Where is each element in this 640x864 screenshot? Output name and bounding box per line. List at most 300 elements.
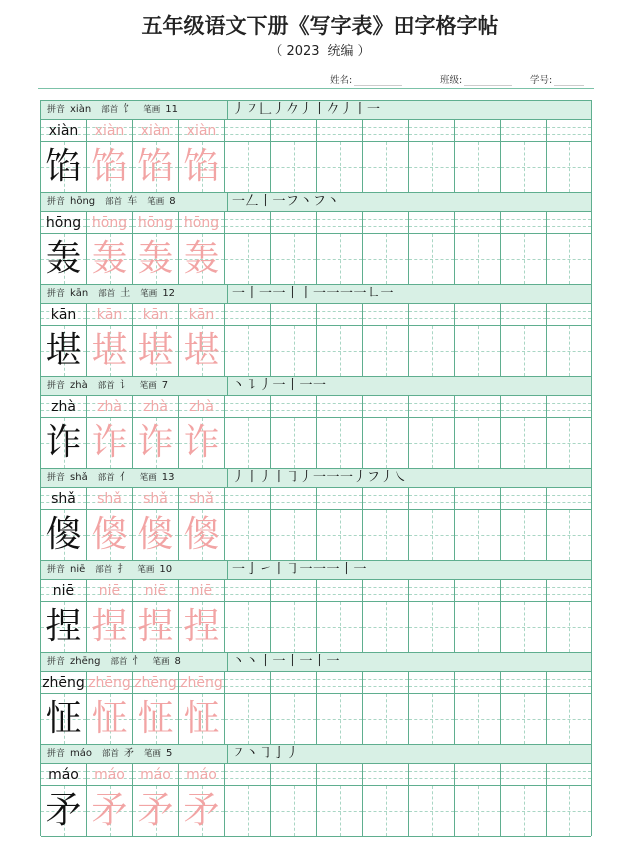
pinyin-cell [133, 304, 179, 325]
stroke-step: 𠃊 [259, 102, 273, 117]
pinyin-practice-cell[interactable] [317, 580, 363, 601]
tianzige-practice-cell[interactable] [317, 326, 363, 376]
guide-line [363, 318, 408, 319]
tianzige-practice-cell[interactable] [455, 694, 501, 744]
pinyin-practice-cell[interactable] [409, 764, 455, 785]
tianzige-practice-cell[interactable] [409, 418, 455, 468]
pinyin-practice-cell[interactable] [225, 580, 271, 601]
tianzige-practice-cell[interactable] [547, 234, 591, 284]
tianzige-practice-cell[interactable] [501, 694, 547, 744]
character-row [41, 510, 591, 560]
entry-info [41, 377, 227, 395]
pinyin-cell [87, 304, 133, 325]
tianzige-practice-cell[interactable] [455, 602, 501, 652]
tianzige-practice-cell[interactable] [455, 418, 501, 468]
guide-line [501, 587, 546, 588]
guide-line [317, 410, 362, 411]
guide-line [340, 786, 341, 836]
guide-line [524, 418, 525, 468]
radical-value: 土 [120, 288, 131, 299]
pinyin-practice-cell[interactable] [271, 396, 317, 417]
tianzige-practice-cell[interactable] [317, 786, 363, 836]
pinyin-practice-cell[interactable] [225, 764, 271, 785]
character-entry [40, 468, 592, 560]
tianzige-practice-cell[interactable] [225, 510, 271, 560]
guide-line [386, 142, 387, 192]
guide-line [271, 771, 316, 772]
tianzige-practice-cell[interactable] [317, 510, 363, 560]
tianzige-practice-cell[interactable] [225, 602, 271, 652]
tianzige-practice-cell[interactable] [317, 602, 363, 652]
pinyin-trace: zhà [143, 399, 168, 415]
guide-line [547, 410, 591, 411]
character-trace: 馅 [91, 146, 128, 187]
tianzige-practice-cell[interactable] [271, 510, 317, 560]
pinyin-trace: niē [144, 583, 167, 599]
tianzige-cell [133, 694, 179, 744]
guide-line [478, 326, 479, 376]
header-divider [38, 88, 594, 89]
pinyin-practice-cell[interactable] [363, 396, 409, 417]
tianzige-practice-cell[interactable] [225, 418, 271, 468]
pinyin-practice-cell[interactable] [271, 212, 317, 233]
guide-line [547, 134, 591, 135]
stroke-step: 一 [313, 286, 327, 301]
tianzige-practice-cell[interactable] [225, 694, 271, 744]
pinyin-value: zhà [70, 380, 88, 391]
stroke-step: 一 [326, 470, 340, 485]
pinyin-practice-cell[interactable] [271, 488, 317, 509]
tianzige-practice-cell[interactable] [501, 786, 547, 836]
pinyin-practice-cell[interactable] [409, 396, 455, 417]
guide-line [455, 219, 500, 220]
guide-line [547, 403, 591, 404]
pinyin-practice-cell[interactable] [501, 212, 547, 233]
guide-line [455, 502, 500, 503]
tianzige-practice-cell[interactable] [501, 234, 547, 284]
entry-info [41, 193, 227, 211]
tianzige-practice-cell[interactable] [363, 786, 409, 836]
guide-line [501, 311, 546, 312]
tianzige-practice-cell[interactable] [363, 142, 409, 192]
pinyin-practice-cell[interactable] [409, 304, 455, 325]
guide-line [524, 786, 525, 836]
pinyin-practice-cell[interactable] [317, 488, 363, 509]
stroke-step: 丿 [272, 102, 286, 117]
pinyin-practice-cell[interactable] [317, 304, 363, 325]
guide-line [225, 318, 270, 319]
guide-line [317, 403, 362, 404]
guide-line [317, 771, 362, 772]
pinyin-practice-cell[interactable] [317, 212, 363, 233]
radical-value: 讠 [119, 380, 130, 391]
pinyin-practice-cell[interactable] [455, 212, 501, 233]
number-field[interactable] [530, 72, 584, 86]
tianzige-practice-cell[interactable] [547, 418, 591, 468]
pinyin-practice-cell[interactable] [225, 304, 271, 325]
tianzige-cell [41, 326, 87, 376]
pinyin-practice-cell[interactable] [271, 580, 317, 601]
pinyin-practice-cell[interactable] [501, 488, 547, 509]
guide-line [363, 495, 408, 496]
tianzige-practice-cell[interactable] [455, 142, 501, 192]
pinyin-practice-cell[interactable] [363, 120, 409, 141]
guide-line [225, 311, 270, 312]
pinyin-row [41, 304, 591, 326]
character-trace: 傻 [91, 514, 128, 555]
character-trace: 轰 [91, 238, 128, 279]
tianzige-practice-cell[interactable] [271, 418, 317, 468]
tianzige-practice-cell[interactable] [409, 694, 455, 744]
class-field[interactable] [440, 72, 512, 86]
guide-line [363, 679, 408, 680]
guide-line [363, 686, 408, 687]
stroke-step: 一 [340, 286, 354, 301]
pinyin-practice-cell[interactable] [547, 764, 591, 785]
tianzige-cell [41, 510, 87, 560]
guide-line [225, 495, 270, 496]
guide-line [386, 418, 387, 468]
tianzige-cell [179, 418, 225, 468]
character-trace: 堪 [91, 330, 128, 371]
guide-line [547, 594, 591, 595]
pinyin-value: shǎ [70, 472, 88, 483]
stroke-step: ㇊ [245, 378, 259, 393]
stroke-step: 丿 [380, 470, 394, 485]
pinyin-practice-cell[interactable] [501, 580, 547, 601]
stroke-step: 丨 [245, 286, 259, 301]
strokes-label: 笔画 [139, 381, 157, 391]
pinyin-practice-cell[interactable] [455, 120, 501, 141]
tianzige-practice-cell[interactable] [455, 786, 501, 836]
pinyin-trace: kān [142, 307, 169, 323]
tianzige-practice-cell[interactable] [409, 234, 455, 284]
tianzige-practice-cell[interactable] [501, 142, 547, 192]
guide-line [271, 686, 316, 687]
radical-label: 部首 [97, 473, 115, 483]
pinyin-label: 拼音 [47, 105, 66, 115]
entry-info [41, 653, 227, 671]
pinyin-practice-cell[interactable] [225, 120, 271, 141]
stroke-step: 一 [232, 286, 246, 301]
number-blank [554, 76, 584, 86]
character-trace: 怔 [137, 698, 174, 739]
stroke-step: ㇗ [367, 286, 381, 301]
guide-line [317, 502, 362, 503]
pinyin-practice-cell[interactable] [455, 580, 501, 601]
tianzige-practice-cell[interactable] [271, 326, 317, 376]
strokes-value: 8 [169, 196, 176, 207]
guide-line [409, 219, 454, 220]
pinyin-practice-cell[interactable] [225, 212, 271, 233]
guide-line [409, 318, 454, 319]
pinyin-value: kān [70, 288, 89, 299]
guide-line [569, 786, 570, 836]
class-blank [464, 76, 512, 86]
guide-line [363, 587, 408, 588]
guide-line [317, 495, 362, 496]
pinyin-practice-cell[interactable] [317, 120, 363, 141]
tianzige-practice-cell[interactable] [501, 602, 547, 652]
pinyin-practice-cell[interactable] [409, 580, 455, 601]
page-subtitle: （ 2023 统编 ） [269, 44, 371, 59]
pinyin-practice-cell[interactable] [225, 488, 271, 509]
tianzige-practice-cell[interactable] [455, 510, 501, 560]
stroke-step: 丿 [286, 746, 300, 761]
guide-line [524, 510, 525, 560]
pinyin-cell [87, 580, 133, 601]
tianzige-practice-cell[interactable] [225, 786, 271, 836]
strokes-label: 笔画 [137, 565, 155, 575]
tianzige-cell [87, 418, 133, 468]
tianzige-practice-cell[interactable] [271, 602, 317, 652]
tianzige-cell [133, 326, 179, 376]
pinyin-cell [133, 396, 179, 417]
pinyin-trace: zhēng [88, 675, 131, 691]
tianzige-cell [179, 602, 225, 652]
pinyin-cell [133, 672, 179, 693]
entry-info [41, 469, 227, 487]
stroke-step: 丿 [340, 102, 354, 117]
tianzige-practice-cell[interactable] [317, 234, 363, 284]
guide-line [409, 587, 454, 588]
guide-line [547, 219, 591, 220]
tianzige-practice-cell[interactable] [363, 418, 409, 468]
tianzige-practice-cell[interactable] [547, 510, 591, 560]
pinyin-practice-cell[interactable] [271, 304, 317, 325]
tianzige-practice-cell[interactable] [501, 418, 547, 468]
guide-line [569, 326, 570, 376]
character-trace: 傻 [183, 514, 220, 555]
pinyin-practice-cell[interactable] [409, 212, 455, 233]
pinyin-practice-cell[interactable] [547, 580, 591, 601]
tianzige-practice-cell[interactable] [363, 326, 409, 376]
tianzige-practice-cell[interactable] [409, 142, 455, 192]
tianzige-practice-cell[interactable] [317, 142, 363, 192]
tianzige-practice-cell[interactable] [409, 510, 455, 560]
pinyin-practice-cell[interactable] [501, 120, 547, 141]
guide-line [501, 771, 546, 772]
guide-line [409, 127, 454, 128]
stroke-step: 丶 [326, 194, 340, 209]
pinyin-cell [41, 120, 87, 141]
guide-line [501, 502, 546, 503]
pinyin-cell [179, 120, 225, 141]
pinyin-practice-cell[interactable] [363, 580, 409, 601]
tianzige-practice-cell[interactable] [409, 326, 455, 376]
pinyin-practice-cell[interactable] [317, 672, 363, 693]
tianzige-cell [41, 602, 87, 652]
pinyin-practice-cell[interactable] [455, 304, 501, 325]
tianzige-cell [179, 694, 225, 744]
stroke-step: 丨 [272, 470, 286, 485]
pinyin-practice-cell[interactable] [501, 764, 547, 785]
stroke-order [227, 745, 590, 763]
stroke-step: ㇏ [394, 470, 408, 485]
tianzige-practice-cell[interactable] [547, 786, 591, 836]
guide-line [248, 326, 249, 376]
guide-line [524, 694, 525, 744]
pinyin-practice-cell[interactable] [363, 672, 409, 693]
stroke-step: 丨 [286, 654, 300, 669]
strokes-label: 笔画 [144, 749, 162, 759]
tianzige-practice-cell[interactable] [501, 326, 547, 376]
tianzige-practice-cell[interactable] [501, 510, 547, 560]
tianzige-practice-cell[interactable] [363, 510, 409, 560]
stroke-step: 丶 [232, 378, 246, 393]
tianzige-practice-cell[interactable] [455, 234, 501, 284]
tianzige-cell [41, 786, 87, 836]
pinyin-practice-cell[interactable] [363, 764, 409, 785]
tianzige-practice-cell[interactable] [547, 326, 591, 376]
tianzige-practice-cell[interactable] [225, 234, 271, 284]
pinyin-cell [87, 764, 133, 785]
tianzige-practice-cell[interactable] [271, 694, 317, 744]
tianzige-practice-cell[interactable] [271, 786, 317, 836]
pinyin-practice-cell[interactable] [547, 304, 591, 325]
tianzige-practice-cell[interactable] [271, 234, 317, 284]
guide-line [386, 510, 387, 560]
guide-line [478, 418, 479, 468]
stroke-order [227, 377, 590, 395]
tianzige-practice-cell[interactable] [409, 786, 455, 836]
pinyin-trace: máo [186, 767, 217, 783]
tianzige-practice-cell[interactable] [363, 602, 409, 652]
pinyin-label: 拼音 [47, 657, 66, 667]
guide-line [409, 679, 454, 680]
character-trace: 怔 [183, 698, 220, 739]
tianzige-practice-cell[interactable] [409, 602, 455, 652]
tianzige-practice-cell[interactable] [317, 418, 363, 468]
pinyin-cell [41, 672, 87, 693]
tianzige-practice-cell[interactable] [547, 142, 591, 192]
class-label: 班级: [440, 75, 463, 86]
pinyin-value: zhēng [70, 656, 101, 667]
stroke-step: 一 [326, 286, 340, 301]
guide-line [317, 134, 362, 135]
pinyin-cell [179, 672, 225, 693]
pinyin-practice-cell[interactable] [363, 488, 409, 509]
tianzige-cell [41, 694, 87, 744]
pinyin-trace: kān [188, 307, 215, 323]
tianzige-practice-cell[interactable] [225, 326, 271, 376]
number-label: 学号: [530, 75, 553, 86]
tianzige-practice-cell[interactable] [271, 142, 317, 192]
pinyin-trace: shǎ [97, 491, 122, 507]
pinyin-practice-cell[interactable] [409, 120, 455, 141]
pinyin-cell [87, 212, 133, 233]
guide-line [363, 134, 408, 135]
pinyin-practice-cell[interactable] [547, 488, 591, 509]
guide-line [294, 602, 295, 652]
guide-line [363, 127, 408, 128]
guide-line [455, 587, 500, 588]
pinyin-practice-cell[interactable] [271, 120, 317, 141]
pinyin-practice-cell[interactable] [271, 764, 317, 785]
pinyin-model: máo [48, 767, 79, 783]
guide-line [409, 134, 454, 135]
pinyin-practice-cell[interactable] [409, 488, 455, 509]
tianzige-cell [133, 418, 179, 468]
entry-info [41, 745, 227, 763]
guide-line [547, 311, 591, 312]
guide-line [524, 142, 525, 192]
pinyin-model: niē [52, 583, 75, 599]
guide-line [409, 410, 454, 411]
name-field[interactable] [330, 72, 402, 86]
guide-line [501, 226, 546, 227]
guide-line [317, 127, 362, 128]
pinyin-practice-cell[interactable] [317, 764, 363, 785]
pinyin-practice-cell[interactable] [455, 396, 501, 417]
guide-line [340, 234, 341, 284]
stroke-step: 亅 [272, 746, 286, 761]
pinyin-practice-cell[interactable] [363, 304, 409, 325]
pinyin-practice-cell[interactable] [501, 396, 547, 417]
pinyin-practice-cell[interactable] [501, 304, 547, 325]
guide-line [478, 694, 479, 744]
guide-line [248, 602, 249, 652]
pinyin-practice-cell[interactable] [225, 672, 271, 693]
pinyin-row [41, 764, 591, 786]
pinyin-cell [41, 580, 87, 601]
tianzige-practice-cell[interactable] [547, 602, 591, 652]
character-model: 堪 [45, 330, 82, 371]
radical-label: 部首 [101, 105, 119, 115]
character-entry [40, 560, 592, 652]
tianzige-practice-cell[interactable] [317, 694, 363, 744]
strokes-value: 5 [166, 748, 173, 759]
pinyin-practice-cell[interactable] [547, 120, 591, 141]
guide-line [569, 418, 570, 468]
pinyin-label: 拼音 [47, 473, 66, 483]
tianzige-practice-cell[interactable] [363, 234, 409, 284]
guide-line [455, 686, 500, 687]
pinyin-practice-cell[interactable] [271, 672, 317, 693]
tianzige-cell [87, 142, 133, 192]
stroke-step: 丨 [353, 102, 367, 117]
guide-line [317, 219, 362, 220]
tianzige-cell [179, 326, 225, 376]
pinyin-practice-cell[interactable] [317, 396, 363, 417]
pinyin-practice-cell[interactable] [547, 212, 591, 233]
tianzige-practice-cell[interactable] [547, 694, 591, 744]
tianzige-practice-cell[interactable] [455, 326, 501, 376]
guide-line [294, 142, 295, 192]
stroke-step: 丨 [286, 286, 300, 301]
tianzige-practice-cell[interactable] [363, 694, 409, 744]
pinyin-practice-cell[interactable] [547, 396, 591, 417]
pinyin-cell [179, 764, 225, 785]
character-trace: 傻 [137, 514, 174, 555]
pinyin-practice-cell[interactable] [225, 396, 271, 417]
pinyin-practice-cell[interactable] [363, 212, 409, 233]
pinyin-practice-cell[interactable] [547, 672, 591, 693]
pinyin-trace: zhēng [180, 675, 223, 691]
guide-line [455, 778, 500, 779]
pinyin-practice-cell[interactable] [455, 672, 501, 693]
guide-line [225, 587, 270, 588]
stroke-step: 丶 [245, 654, 259, 669]
tianzige-practice-cell[interactable] [225, 142, 271, 192]
guide-line [409, 403, 454, 404]
pinyin-practice-cell[interactable] [501, 672, 547, 693]
guide-line [569, 234, 570, 284]
pinyin-practice-cell[interactable] [455, 488, 501, 509]
pinyin-practice-cell[interactable] [409, 672, 455, 693]
character-entry [40, 192, 592, 284]
pinyin-practice-cell[interactable] [455, 764, 501, 785]
